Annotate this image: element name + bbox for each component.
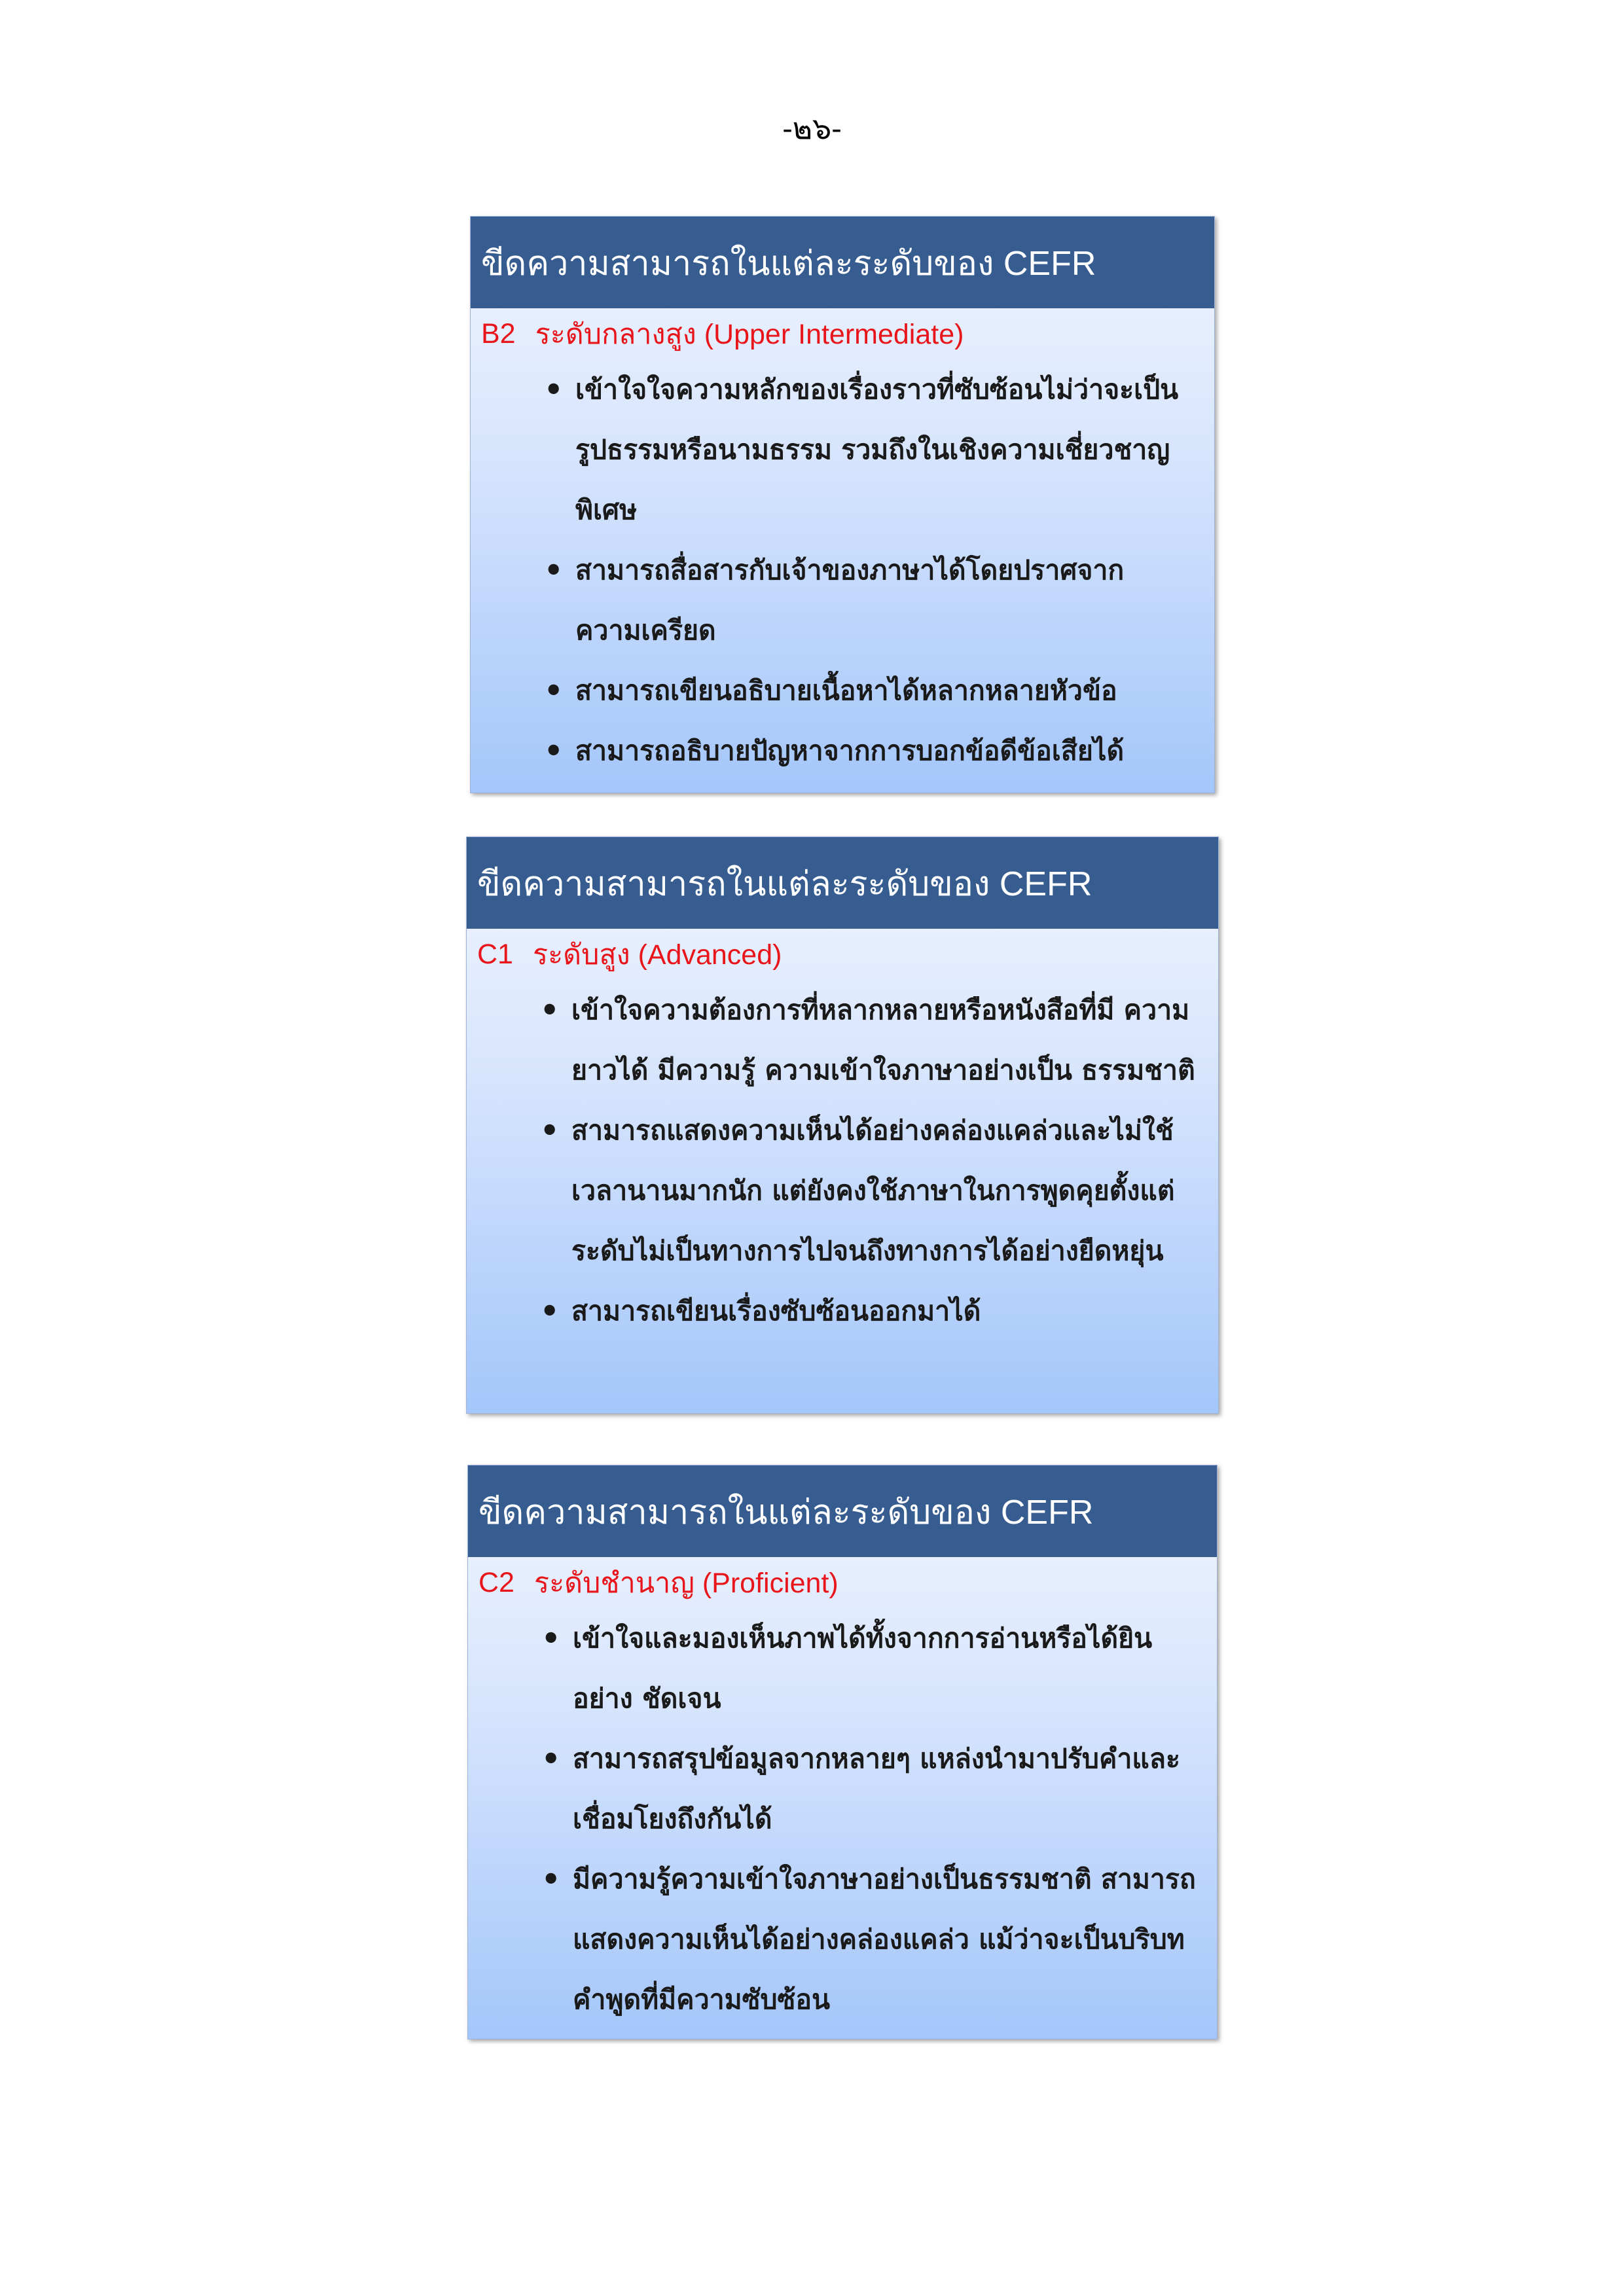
cefr-card-c2 — [467, 1465, 1218, 2039]
cefr-card-b2 — [470, 216, 1215, 793]
level-code: C2 — [478, 1566, 514, 1598]
ability-list — [468, 1608, 1217, 2030]
card-header: ขีดความสามารถในแต่ละระดับของ CEFR — [468, 1465, 1217, 1557]
level-label: ระดับกลางสูง (Upper Intermediate) — [535, 319, 964, 350]
cefr-card-c1 — [466, 836, 1219, 1414]
list-item: • สามารถอธิบายปัญหาจากการบอกข้อดีข้อเสียได้ — [471, 721, 1214, 781]
level-label: ระดับสูง (Advanced) — [532, 939, 782, 971]
list-item: • มีความรู้ความเข้าใจภาษาอย่างเป็นธรรมชาติ สามารถ แสดงความเห็นได้อย่างคล่องแคล่ว แม้ว่าจะเป็นบริบท คำพูดที่มีความซับซ้อน — [468, 1849, 1217, 2030]
card-header: ขีดความสามารถในแต่ละระดับของ CEFR — [467, 837, 1218, 929]
level-heading — [471, 308, 1214, 359]
ability-list — [471, 359, 1214, 781]
card-header: ขีดความสามารถในแต่ละระดับของ CEFR — [471, 217, 1214, 308]
level-heading — [467, 929, 1218, 980]
level-code: B2 — [481, 317, 516, 350]
list-item: • สามารถเขียนอธิบายเนื้อหาได้หลากหลายหัวข้อ — [471, 660, 1214, 721]
list-item: • สามารถสรุปข้อมูลจากหลายๆ แหล่งนำมาปรับคำและ เชื่อมโยงถึงกันได้ — [468, 1729, 1217, 1849]
list-item: • สามารถเขียนเรื่องซับซ้อนออกมาได้ — [467, 1281, 1218, 1341]
ability-list — [467, 980, 1218, 1341]
level-label: ระดับชำนาญ (Proficient) — [533, 1568, 839, 1599]
list-item: • เข้าใจความต้องการที่หลากหลายหรือหนังสือที่มี ความยาวได้ มีความรู้ ความเข้าใจภาษาอย่างเป็น ธรรมชาติ — [467, 980, 1218, 1100]
list-item: • เข้าใจและมองเห็นภาพได้ทั้งจากการอ่านหรือได้ยินอย่าง ชัดเจน — [468, 1608, 1217, 1729]
list-item: • สามารถแสดงความเห็นได้อย่างคล่องแคล่วและไม่ใช้ เวลานานมากนัก แต่ยังคงใช้ภาษาในการพูดคุยตั้งแต่ ระดับไม่เป็นทางการไปจนถึงทางการได้อย่างยืดหยุ่น — [467, 1100, 1218, 1281]
level-code: C1 — [477, 938, 513, 970]
list-item: • เข้าใจใจความหลักของเรื่องราวที่ซับซ้อนไม่ว่าจะเป็น รูปธรรมหรือนามธรรม รวมถึงในเชิงความเชี่ยวชาญพิเศษ — [471, 359, 1214, 540]
level-heading — [468, 1557, 1217, 1608]
page-number: -๒๖- — [782, 111, 842, 146]
list-item: • สามารถสื่อสารกับเจ้าของภาษาได้โดยปราศจาก ความเครียด — [471, 540, 1214, 660]
